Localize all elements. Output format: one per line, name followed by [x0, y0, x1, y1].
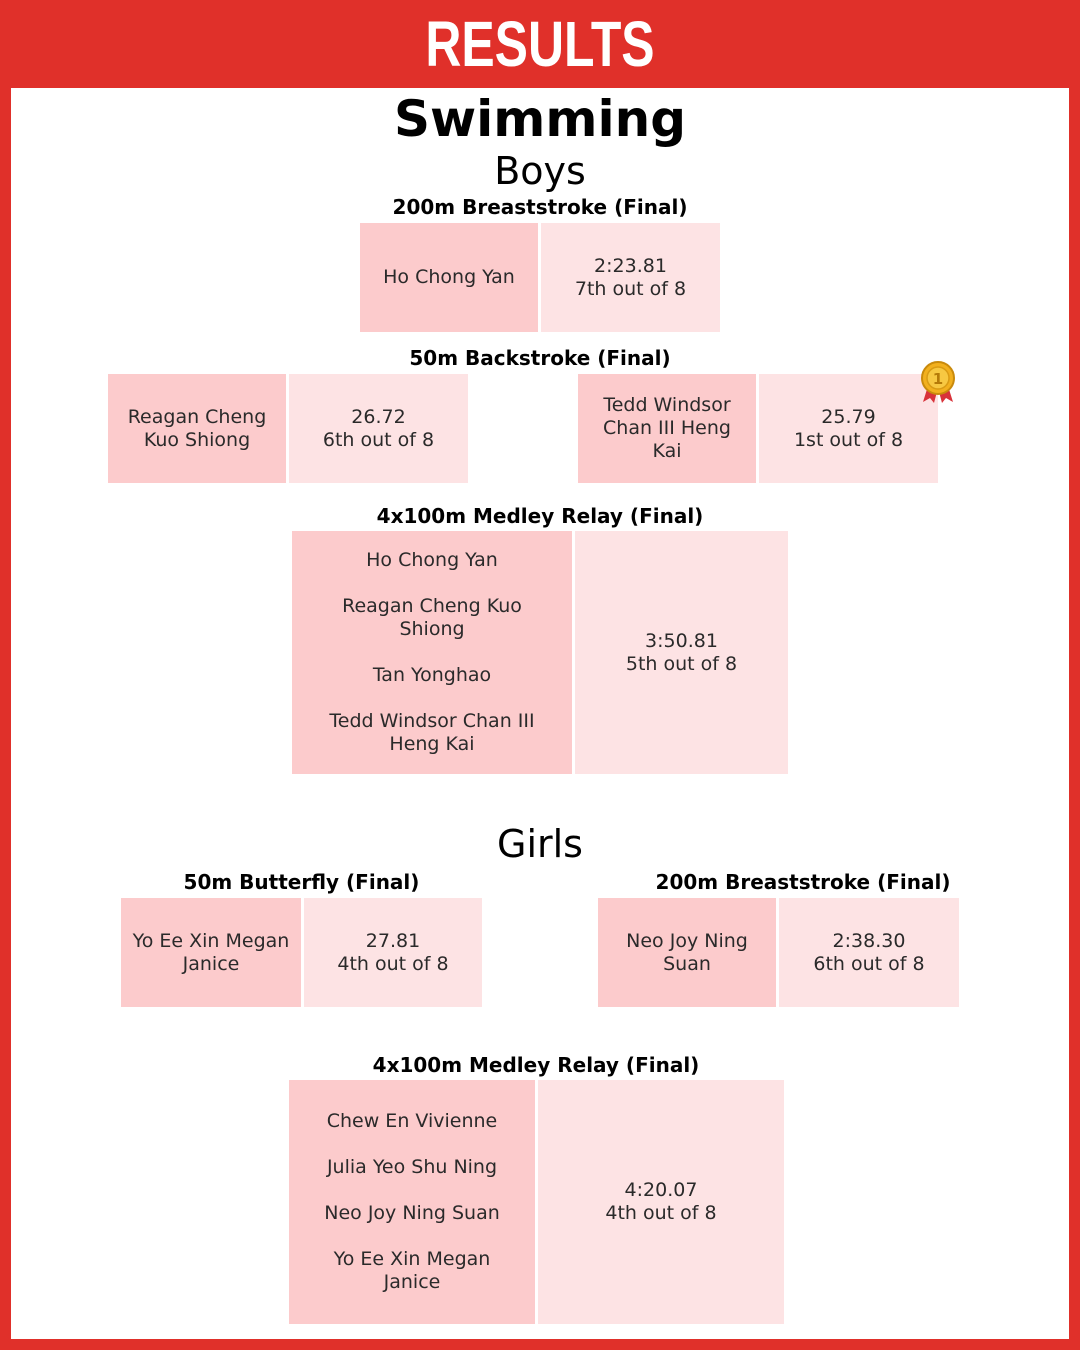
result-time: 27.81 — [365, 929, 421, 952]
relay-member-list — [299, 1110, 525, 1294]
swimmer-name: Neo Joy Ning Suan — [626, 929, 748, 975]
swimmer-name: Tedd Windsor Chan III Heng Kai — [603, 394, 731, 462]
relay-members-cell — [292, 531, 572, 774]
result-place: 4th out of 8 — [605, 1202, 717, 1224]
result-time: 2:23.81 — [594, 254, 667, 277]
result-place: 5th out of 8 — [625, 652, 738, 675]
relay-member: Reagan Cheng Kuo Shiong — [342, 595, 522, 640]
event-title-girls-200m-breaststroke: 200m Breaststroke (Final) — [655, 870, 951, 894]
banner-title: RESULTS — [425, 8, 655, 80]
result-place: 6th out of 8 — [322, 428, 435, 451]
event-title-boys-50m-backstroke: 50m Backstroke (Final) — [409, 346, 671, 370]
result-place: 4th out of 8 — [337, 952, 449, 975]
result-time: 25.79 — [821, 405, 876, 428]
result-time-cell — [759, 374, 938, 483]
gold-medal-icon — [918, 360, 958, 404]
result-time: 3:50.81 — [645, 629, 718, 652]
result-name-cell — [360, 223, 538, 332]
event-title-girls-50m-butterfly: 50m Butterfly (Final) — [183, 870, 420, 894]
event-title-boys-200m-breaststroke: 200m Breaststroke (Final) — [392, 195, 688, 219]
relay-member-list — [302, 549, 562, 756]
sport-title: Swimming — [393, 90, 687, 148]
result-time: 4:20.07 — [624, 1179, 698, 1201]
result-time: 26.72 — [351, 405, 406, 428]
result-name-cell — [578, 374, 756, 483]
relay-member: Tedd Windsor Chan III Heng Kai — [329, 710, 535, 755]
event-title-girls-relay: 4x100m Medley Relay (Final) — [372, 1053, 700, 1077]
result-time-cell — [289, 374, 468, 483]
result-time-cell — [541, 223, 720, 332]
boys-heading: Boys — [494, 149, 586, 193]
relay-member: Tan Yonghao — [372, 664, 492, 686]
result-place: 6th out of 8 — [813, 952, 925, 975]
relay-members-cell — [289, 1080, 535, 1324]
result-name-cell — [598, 898, 776, 1007]
swimmer-name: Reagan Cheng Kuo Shiong — [127, 405, 267, 451]
relay-member: Julia Yeo Shu Ning — [326, 1156, 498, 1178]
girls-heading: Girls — [497, 822, 583, 866]
result-time-cell — [304, 898, 482, 1007]
result-place: 1st out of 8 — [793, 428, 904, 451]
relay-member: Chew En Vivienne — [326, 1110, 498, 1132]
result-time: 2:38.30 — [832, 929, 906, 952]
swimmer-name: Yo Ee Xin Megan Janice — [132, 929, 290, 975]
relay-time-cell — [575, 531, 788, 774]
result-place: 7th out of 8 — [574, 277, 687, 300]
relay-member: Yo Ee Xin Megan Janice — [333, 1248, 491, 1293]
relay-time-cell — [538, 1080, 784, 1324]
relay-member: Neo Joy Ning Suan — [324, 1202, 500, 1224]
results-banner — [0, 0, 1080, 88]
result-name-cell — [121, 898, 301, 1007]
relay-member: Ho Chong Yan — [366, 549, 498, 571]
result-name-cell — [108, 374, 286, 483]
svg-text:1: 1 — [932, 370, 944, 388]
result-time-cell — [779, 898, 959, 1007]
event-title-boys-relay: 4x100m Medley Relay (Final) — [376, 504, 704, 528]
swimmer-name: Ho Chong Yan — [383, 266, 515, 288]
